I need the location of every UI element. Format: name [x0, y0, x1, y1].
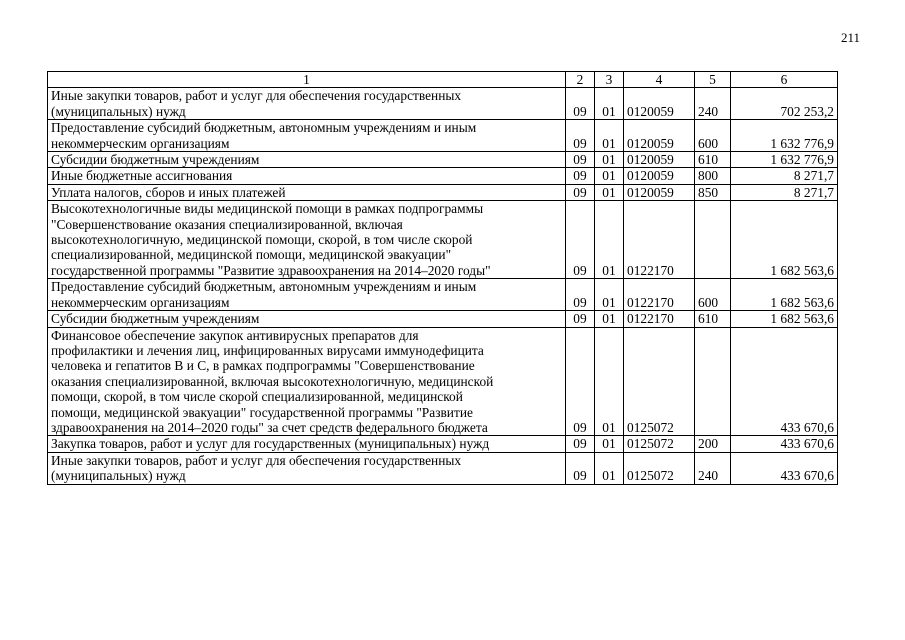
- table-row: [48, 201, 838, 279]
- row-name: Субсидии бюджетным учреждениям: [48, 152, 566, 168]
- row-name: Иные закупки товаров, работ и услуг для обеспечения государственных (муниципальных) нужд: [48, 88, 566, 120]
- row-expense-type: 240: [695, 88, 731, 120]
- header-col-5: 5: [695, 72, 731, 88]
- row-subsection: 01: [595, 279, 624, 311]
- row-target-article: 0122170: [624, 311, 695, 327]
- table-row: [48, 120, 838, 152]
- row-section: 09: [566, 327, 595, 436]
- row-subsection: 01: [595, 201, 624, 279]
- table-body: [48, 88, 838, 484]
- row-section: 09: [566, 201, 595, 279]
- row-expense-type: 600: [695, 120, 731, 152]
- row-expense-type: 600: [695, 279, 731, 311]
- row-name: Иные закупки товаров, работ и услуг для обеспечения государственных (муниципальных) нужд: [48, 452, 566, 484]
- row-section: 09: [566, 311, 595, 327]
- row-section: 09: [566, 120, 595, 152]
- row-target-article: 0120059: [624, 184, 695, 200]
- row-section: 09: [566, 88, 595, 120]
- row-name: Уплата налогов, сборов и иных платежей: [48, 184, 566, 200]
- row-subsection: 01: [595, 436, 624, 452]
- row-expense-type: 610: [695, 311, 731, 327]
- header-row: [48, 72, 838, 88]
- row-expense-type: 800: [695, 168, 731, 184]
- row-amount: 433 670,6: [731, 452, 838, 484]
- row-target-article: 0122170: [624, 279, 695, 311]
- table-row: [48, 184, 838, 200]
- table-row: [48, 279, 838, 311]
- table-row: [48, 311, 838, 327]
- row-name: Закупка товаров, работ и услуг для государственных (муниципальных) нужд: [48, 436, 566, 452]
- header-col-2: 2: [566, 72, 595, 88]
- row-target-article: 0120059: [624, 120, 695, 152]
- row-subsection: 01: [595, 311, 624, 327]
- row-amount: 702 253,2: [731, 88, 838, 120]
- table-row: [48, 452, 838, 484]
- row-name: Финансовое обеспечение закупок антивирусных препаратов для профилактики и лечения лиц, инфицированных вирусами иммунодефицита человека и гепатитов В и С, в рамках подпрограммы "Совершенствование оказания специализированной, включая высокотехнологичную, медицинской помощи, скорой, в том числе скорой специализированной, медицинской помощи, медицинской эвакуации" государственной программы "Развитие здравоохранения на 2014–2020 годы" за счет средств федерального бюджета: [48, 327, 566, 436]
- row-subsection: 01: [595, 452, 624, 484]
- row-subsection: 01: [595, 327, 624, 436]
- row-section: 09: [566, 152, 595, 168]
- table-row: [48, 88, 838, 120]
- row-subsection: 01: [595, 88, 624, 120]
- row-target-article: 0122170: [624, 201, 695, 279]
- page-number: 211: [840, 30, 860, 45]
- row-amount: 8 271,7: [731, 168, 838, 184]
- table-row: [48, 436, 838, 452]
- row-subsection: 01: [595, 184, 624, 200]
- row-subsection: 01: [595, 152, 624, 168]
- budget-table: [47, 71, 838, 485]
- row-name: Высокотехнологичные виды медицинской помощи в рамках подпрограммы "Совершенствование оказания специализированной, включая высокотехнологичную, медицинской помощи, скорой, в том числе скорой специализированной, медицинской помощи, медицинской эвакуации" государственной программы "Развитие здравоохранения на 2014–2020 годы": [48, 201, 566, 279]
- table-row: [48, 327, 838, 436]
- header-col-1: 1: [48, 72, 566, 88]
- row-target-article: 0125072: [624, 327, 695, 436]
- header-col-6: 6: [731, 72, 838, 88]
- row-target-article: 0125072: [624, 452, 695, 484]
- row-expense-type: 200: [695, 436, 731, 452]
- row-subsection: 01: [595, 168, 624, 184]
- row-section: 09: [566, 452, 595, 484]
- row-expense-type: [695, 327, 731, 436]
- row-amount: 433 670,6: [731, 436, 838, 452]
- row-section: 09: [566, 184, 595, 200]
- row-target-article: 0120059: [624, 152, 695, 168]
- row-amount: 1 632 776,9: [731, 152, 838, 168]
- row-amount: 433 670,6: [731, 327, 838, 436]
- row-amount: 1 682 563,6: [731, 201, 838, 279]
- row-section: 09: [566, 436, 595, 452]
- row-expense-type: 610: [695, 152, 731, 168]
- row-target-article: 0125072: [624, 436, 695, 452]
- row-name: Предоставление субсидий бюджетным, автономным учреждениям и иным некоммерческим организациям: [48, 279, 566, 311]
- row-expense-type: 240: [695, 452, 731, 484]
- header-col-4: 4: [624, 72, 695, 88]
- row-expense-type: 850: [695, 184, 731, 200]
- header-col-3: 3: [595, 72, 624, 88]
- row-name: Субсидии бюджетным учреждениям: [48, 311, 566, 327]
- row-target-article: 0120059: [624, 168, 695, 184]
- row-section: 09: [566, 168, 595, 184]
- row-amount: 1 682 563,6: [731, 279, 838, 311]
- row-target-article: 0120059: [624, 88, 695, 120]
- row-amount: 1 632 776,9: [731, 120, 838, 152]
- row-subsection: 01: [595, 120, 624, 152]
- row-name: Иные бюджетные ассигнования: [48, 168, 566, 184]
- row-expense-type: [695, 201, 731, 279]
- table-row: [48, 152, 838, 168]
- row-amount: 1 682 563,6: [731, 311, 838, 327]
- row-amount: 8 271,7: [731, 184, 838, 200]
- row-name: Предоставление субсидий бюджетным, автономным учреждениям и иным некоммерческим организациям: [48, 120, 566, 152]
- row-section: 09: [566, 279, 595, 311]
- table-header: [48, 72, 838, 88]
- table-row: [48, 168, 838, 184]
